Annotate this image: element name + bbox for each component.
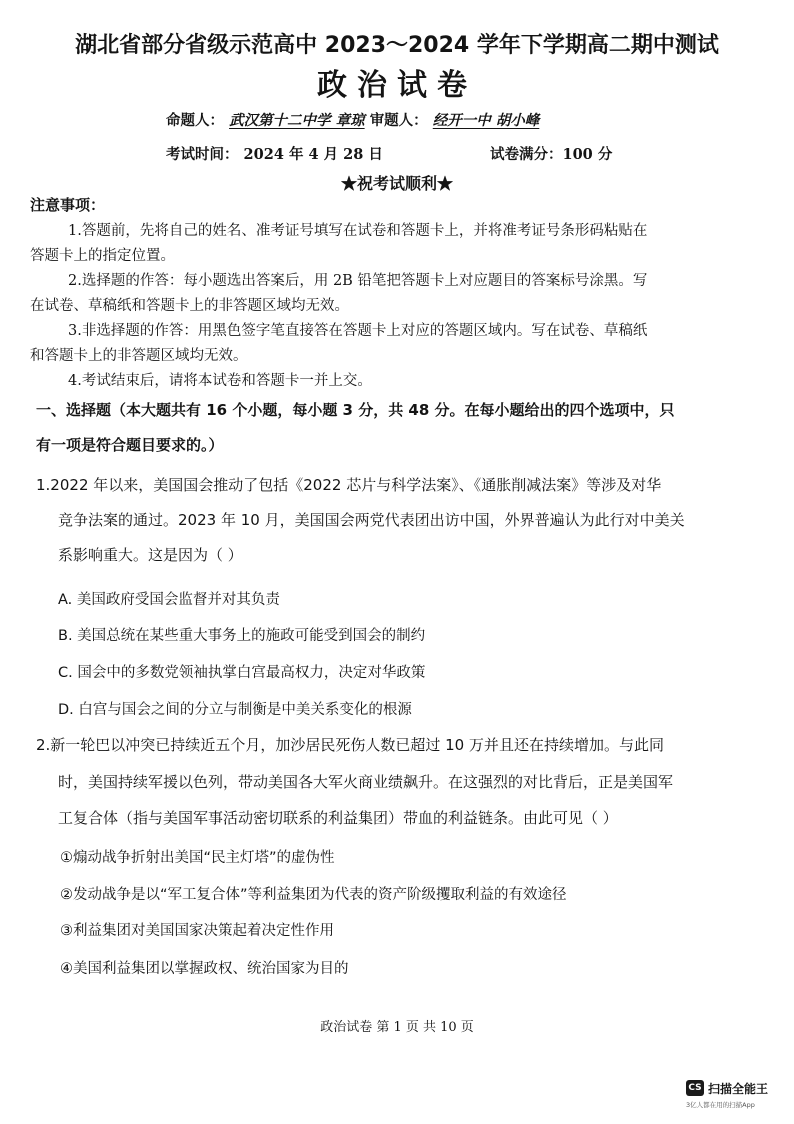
camscanner-logo-icon: CS [686, 1080, 704, 1096]
reviewer-label: 审题人： [369, 112, 428, 129]
section-heading-cont: 有一项是符合题目要求的。） [36, 436, 224, 454]
full-score: 试卷满分：100 分 [490, 146, 613, 163]
camscanner-name: 扫描全能王 [708, 1082, 769, 1096]
notice-line: 4.考试结束后，请将本试卷和答题卡一并上交。 [68, 373, 372, 389]
question-2-option-1: ①煽动战争折射出美国“民主灯塔”的虚伪性 [60, 850, 335, 866]
subject-title: 政治试卷 [317, 68, 477, 103]
blessing: ★祝考试顺利★ [340, 174, 453, 193]
setter-line [166, 109, 539, 130]
question-1-option-d: D. 白宫与国会之间的分立与制衡是中美关系变化的根源 [58, 702, 412, 718]
question-2-stem: 2.新一轮巴以冲突已持续近五个月，加沙居民死伤人数已超过 10 万并且还在持续增加。与此同 [36, 736, 664, 754]
page-footer: 政治试卷 第 1 页 共 10 页 [320, 1020, 474, 1035]
question-2-stem: 时，美国持续军援以色列，带动美国各大军火商业绩飙升。在这强烈的对比背后，正是美国军 [58, 773, 674, 791]
camscanner-tagline: 3亿人都在用的扫描App [686, 1101, 755, 1109]
notice-line: 3.非选择题的作答：用黑色签字笔直接答在答题卡上对应的答题区域内。写在试卷、草稿纸 [68, 323, 648, 339]
question-2-option-2: ②发动战争是以“军工复合体”等利益集团为代表的资产阶级攫取利益的有效途径 [60, 887, 567, 903]
notice-line: 在试卷、草稿纸和答题卡上的非答题区域均无效。 [30, 298, 349, 314]
notice-line: 2.选择题的作答：每小题选出答案后，用 2B 铅笔把答题卡上对应题目的答案标号涂黑。写 [68, 273, 648, 289]
question-1-option-c: C. 国会中的多数党领袖执掌白宫最高权力，决定对华政策 [58, 665, 426, 681]
notice-line: 答题卡上的指定位置。 [30, 248, 175, 264]
question-2-option-3: ③利益集团对美国国家决策起着决定性作用 [60, 923, 334, 939]
question-1-stem: 竞争法案的通过。2023 年 10 月，美国国会两党代表团出访中国，外界普遍认为此行对中美关 [58, 511, 685, 529]
notice-line: 和答题卡上的非答题区域均无效。 [30, 348, 248, 364]
notice-title: 注意事项： [30, 196, 106, 214]
setter-label: 命题人： [166, 112, 224, 129]
question-1-stem: 1.2022 年以来，美国国会推动了包括《2022 芯片与科学法案》、《通胀削减法案》等涉及对华 [36, 476, 662, 494]
reviewer-name: 经开一中 胡小峰 [432, 112, 540, 129]
section-heading: 一、选择题（本大题共有 16 个小题，每小题 3 分，共 48 分。在每小题给出的四个选项中，只 [36, 401, 675, 419]
exam-time: 考试时间： 2024 年 4 月 28 日 [166, 146, 383, 163]
question-2-stem: 工复合体（指与美国军事活动密切联系的利益集团）带血的利益链条。由此可见（ ） [58, 809, 618, 827]
question-1-option-a: A. 美国政府受国会监督并对其负责 [58, 592, 280, 608]
notice-line: 1.答题前，先将自己的姓名、准考证号填写在试卷和答题卡上，并将准考证号条形码粘贴在 [68, 223, 648, 239]
exam-title: 湖北省部分省级示范高中 2023～2024 学年下学期高二期中测试 [75, 33, 719, 58]
question-1-stem: 系影响重大。这是因为（ ） [58, 546, 243, 564]
setter-name: 武汉第十二中学 章琼 [229, 112, 365, 129]
question-1-option-b: B. 美国总统在某些重大事务上的施政可能受到国会的制约 [58, 628, 426, 644]
question-2-option-4: ④美国利益集团以掌握政权、统治国家为目的 [60, 961, 349, 977]
